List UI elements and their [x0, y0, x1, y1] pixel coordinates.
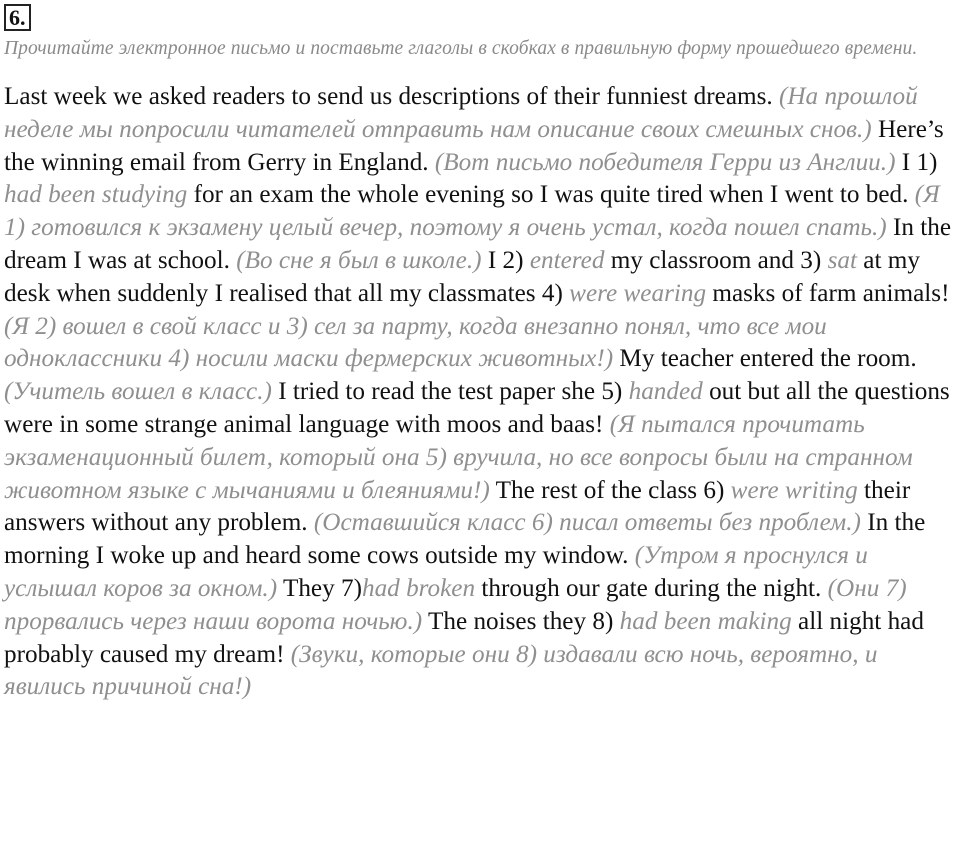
sentence-en: The rest of the class 6): [495, 476, 725, 504]
sentence-en: their answers without any problem.: [4, 476, 911, 537]
sentence-translation: (Вот письмо победителя Герри из Англии.): [434, 148, 896, 176]
sentence-en: I 2): [487, 246, 524, 274]
answer-6: were writing: [730, 476, 858, 504]
answer-8: had been making: [619, 607, 792, 635]
sentence-en: at my desk when suddenly I realised that all my classmates 4): [4, 246, 920, 307]
sentence-translation: (Утром я проснулся и услышал коров за окном.): [4, 542, 868, 602]
sentence-translation: (Во сне я был в школе.): [236, 246, 482, 274]
sentence-en: Last week we asked readers to send us descriptions of their funniest dreams.: [4, 83, 773, 110]
sentence-en: In the morning I woke up and heard some cows outside my window.: [4, 509, 926, 570]
sentence-translation: (Я пытался прочитать экзаменационный билет, который она 5) вручила, но все вопросы были на странном животном языке с мычаниями и блеяниями!): [4, 410, 913, 504]
sentence-en: I 1): [901, 148, 938, 176]
sentence-en: my classroom and 3): [610, 246, 822, 274]
answer-7: had broken: [361, 574, 476, 602]
sentence-translation: (Они 7) прорвались через наши ворота ночью.): [4, 574, 907, 635]
sentence-translation: (Я 1) готовился к экзамену целый вечер, поэтому я очень устал, когда пошел спать.): [4, 181, 940, 242]
sentence-en: for an exam the whole evening so I was quite tired when I went to bed.: [193, 181, 909, 209]
sentence-translation: (Я 2) вошел в свой класс и 3) сел за парту, когда внезапно понял, что все мои одноклассники 4) носили маски фермерских животных!): [4, 312, 827, 373]
sentence-en: masks of farm animals!: [712, 279, 950, 307]
sentence-en: In the dream I was at school.: [4, 214, 952, 274]
sentence-en: all night had probably caused my dream!: [4, 607, 924, 668]
sentence-en: Here’s the winning email from Gerry in England.: [4, 115, 944, 176]
task-number: 6.: [4, 4, 31, 31]
sentence-translation: (Звуки, которые они 8) издавали всю ночь, вероятно, и явились причиной сна!): [4, 640, 878, 701]
sentence-en: The noises they 8): [427, 607, 614, 635]
sentence-en: through our gate during the night.: [481, 574, 822, 602]
answer-4: were wearing: [569, 279, 707, 307]
answer-1: had been studying: [4, 181, 188, 209]
sentence-en: My teacher entered the room.: [619, 345, 917, 373]
sentence-translation: (На прошлой неделе мы попросили читателей отправить нам описание своих смешных снов.): [4, 83, 918, 143]
answer-5: handed: [628, 378, 703, 406]
answer-3: sat: [827, 246, 857, 274]
sentence-translation: (Оставшийся класс 6) писал ответы без проблем.): [313, 509, 861, 537]
sentence-translation: (Учитель вошел в класс.): [4, 378, 272, 406]
email-text: [4, 81, 958, 704]
sentence-en: I tried to read the test paper she 5): [278, 378, 623, 406]
sentence-en: They 7): [282, 574, 362, 602]
task-instruction: Прочитайте электронное письмо и поставьте глаголы в скобках в правильную форму прошедшего времени.: [4, 38, 918, 59]
answer-2: entered: [529, 246, 605, 274]
exercise-page: [4, 4, 958, 704]
sentence-en: out but all the questions were in some strange animal language with moos and baas!: [4, 378, 950, 438]
